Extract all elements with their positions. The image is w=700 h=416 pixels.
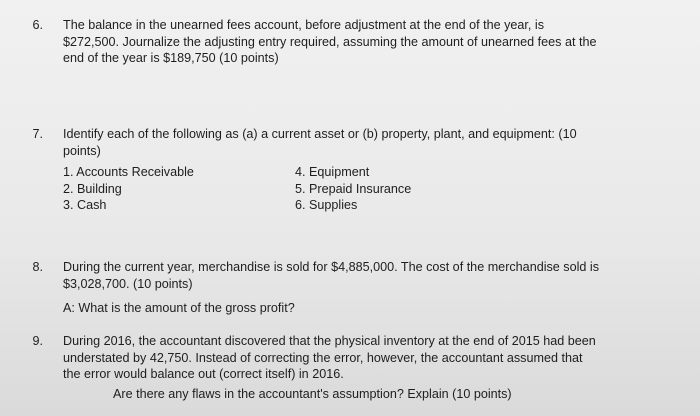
list-item: 1. Accounts Receivable: [63, 165, 194, 179]
question-text: [63, 333, 596, 383]
question-text: [63, 126, 577, 159]
question-line: end of the year is $189,750 (10 points): [63, 51, 279, 65]
question-line: The balance in the unearned fees account, before adjustment at the end of the year, is: [63, 18, 544, 32]
question-text: [63, 259, 599, 292]
question-line: Identify each of the following as (a) a current asset or (b) property, plant, and equipment: (10: [63, 127, 577, 141]
question-line: $3,028,700. (10 points): [63, 276, 193, 291]
question-line: During 2016, the accountant discovered that the physical inventory at the end of 2015 had been: [63, 334, 596, 348]
list-item: 5. Prepaid Insurance: [295, 181, 412, 196]
question-number: 9.: [32, 334, 43, 348]
question-text: [63, 17, 597, 67]
list-item: 4. Equipment: [295, 165, 370, 179]
list-item: 3. Cash: [63, 198, 107, 212]
list-item: 6. Supplies: [295, 198, 358, 212]
sub-question-text: Are there any flaws in the accountant's assumption? Explain (10 points): [113, 387, 512, 401]
question-line: understated by 42,750. Instead of correcting the error, however, the accountant assumed that: [63, 350, 583, 365]
item-list-right: [295, 164, 411, 214]
question-line: points): [63, 143, 101, 158]
question-number: 7.: [32, 127, 43, 141]
sub-question: [63, 300, 295, 317]
question-number: 6.: [32, 18, 43, 32]
question-number: 8.: [32, 260, 43, 274]
sub-question: [113, 386, 512, 403]
question-line: During the current year, merchandise is sold for $4,885,000. The cost of the merchandise sold is: [63, 260, 599, 274]
list-item: 2. Building: [63, 181, 122, 196]
item-list-left: [63, 164, 194, 214]
sub-question-text: A: What is the amount of the gross profit?: [63, 301, 295, 315]
question-line: the error would balance out (correct itself) in 2016.: [63, 367, 344, 381]
question-line: $272,500. Journalize the adjusting entry required, assuming the amount of unearned fees at the: [63, 34, 597, 49]
